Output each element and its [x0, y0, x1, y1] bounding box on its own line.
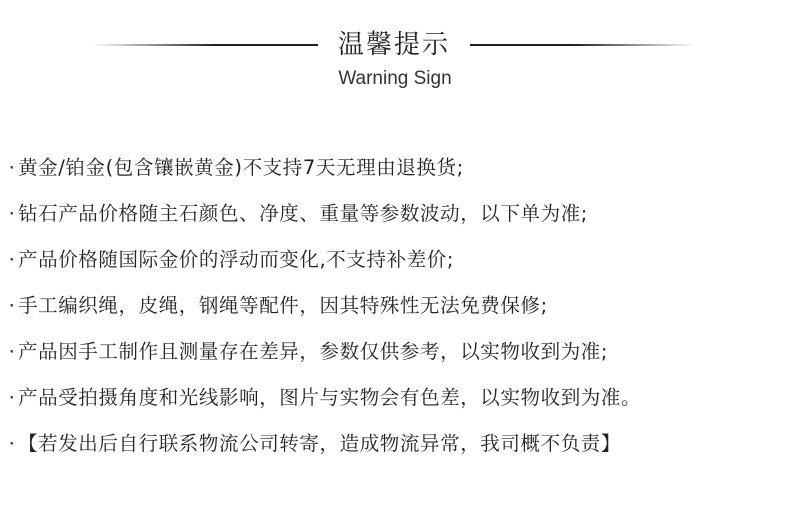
bullet-dot: · [8, 294, 16, 317]
notice-text: 手工编织绳，皮绳，钢绳等配件，因其特殊性无法免费保修; [18, 294, 548, 317]
bullet-dot: · [8, 156, 16, 179]
page-subtitle: Warning Sign [338, 68, 452, 89]
notice-item [6, 148, 790, 188]
header [0, 0, 790, 110]
notice-text: 产品因手工制作且测量存在差异，参数仅供参考，以实物收到为准; [18, 340, 609, 363]
notice-item [6, 194, 790, 234]
bullet-dot: · [8, 432, 16, 455]
notice-text: 产品受拍摄角度和光线影响，图片与实物会有色差，以实物收到为准。 [18, 386, 642, 409]
notice-item [6, 378, 790, 418]
notice-text: 产品价格随国际金价的浮动而变化,不支持补差价; [18, 248, 455, 271]
notice-item [6, 424, 790, 464]
notice-item [6, 332, 790, 372]
page-title: 温馨提示 [337, 30, 450, 60]
notice-item [6, 286, 790, 326]
title-divider-left [92, 44, 318, 46]
bullet-dot: · [8, 340, 16, 363]
notice-item [6, 240, 790, 280]
notice-text: 【若发出后自行联系物流公司转寄，造成物流异常，我司概不负责】 [18, 432, 622, 455]
bullet-dot: · [8, 386, 16, 409]
bullet-dot: · [8, 202, 16, 225]
title-divider-right [470, 44, 696, 46]
notice-text: 黄金/铂金(包含镶嵌黄金)不支持7天无理由退换货; [18, 156, 464, 179]
notice-text: 钻石产品价格随主石颜色、净度、重量等参数波动，以下单为准; [18, 202, 588, 225]
bullet-dot: · [8, 248, 16, 271]
notice-list [6, 148, 790, 470]
